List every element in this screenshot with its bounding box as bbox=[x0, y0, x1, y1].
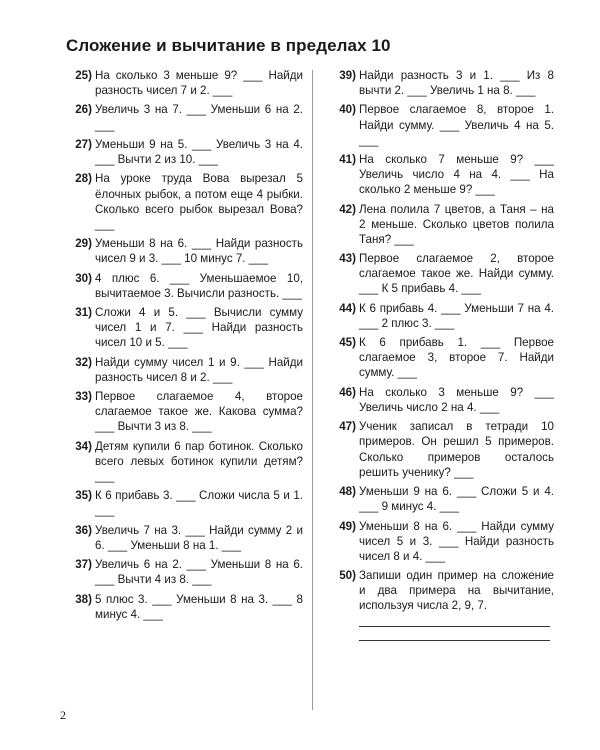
exercise-number: 50) bbox=[339, 569, 356, 583]
exercise-text: Найди разность 3 и 1. ___ Из 8 вычти 2. ___ Увеличь 1 на 8. ___ bbox=[359, 69, 554, 98]
exercise-number: 25) bbox=[75, 69, 92, 82]
exercise-text: 4 плюс 6. ___ Уменьшаемое 10, вычитаемое 3. Вычисли разность. ___ bbox=[95, 271, 303, 300]
exercise-text: Увеличь 7 на 3. ___ Найди сумму 2 и 6. ___ Уменьши 8 на 1. ___ bbox=[95, 523, 303, 552]
exercise-number: 32) bbox=[75, 355, 92, 369]
exercise-item bbox=[58, 137, 303, 167]
exercise-item bbox=[322, 335, 554, 380]
exercise-number: 47) bbox=[339, 420, 356, 434]
exercise-text: Первое слагаемое 8, второе 1. Найди сумму. ___ Увеличь 4 на 5. ___ bbox=[359, 103, 554, 147]
exercise-number: 49) bbox=[339, 519, 356, 533]
exercise-number: 39) bbox=[339, 69, 356, 82]
exercise-text: 5 плюс 3. ___ Уменьши 8 на 3. ___ 8 минус 4. ___ bbox=[95, 592, 303, 621]
answer-line[interactable] bbox=[359, 640, 550, 641]
exercise-text: Первое слагаемое 4, второе слагаемое такое же. Какова сумма? ___ Вычти 3 из 8. ___ bbox=[95, 390, 303, 434]
page-number: 2 bbox=[60, 708, 66, 722]
exercise-item bbox=[58, 102, 303, 132]
exercise-number: 48) bbox=[339, 485, 356, 499]
answer-line[interactable] bbox=[359, 626, 550, 627]
exercise-item bbox=[58, 557, 303, 587]
exercise-number: 26) bbox=[75, 103, 92, 117]
exercise-text: К 6 прибавь 1. ___ Первое слагаемое 3, второе 7. Найди сумму. ___ bbox=[359, 336, 554, 380]
exercise-number: 35) bbox=[75, 489, 92, 503]
exercise-number: 31) bbox=[75, 306, 92, 320]
exercise-item bbox=[322, 68, 554, 98]
exercise-item bbox=[58, 389, 303, 434]
exercise-text: Уменьши 9 на 6. ___ Сложи 5 и 4. ___ 9 минус 4. ___ bbox=[359, 485, 554, 514]
left-column bbox=[58, 68, 303, 626]
exercise-item bbox=[322, 419, 554, 479]
exercise-item bbox=[58, 592, 303, 622]
exercise-item bbox=[58, 68, 303, 98]
exercise-text: Уменьши 9 на 5. ___ Увеличь 3 на 4. ___ Вычти 2 из 10. ___ bbox=[95, 137, 303, 167]
exercise-number: 41) bbox=[339, 153, 356, 167]
exercise-item bbox=[322, 385, 554, 415]
exercise-item bbox=[58, 355, 303, 385]
exercise-item bbox=[322, 152, 554, 197]
exercise-text: Увеличь 3 на 7. ___ Уменьши 6 на 2. ___ bbox=[95, 103, 303, 132]
exercise-text: Увеличь 6 на 2. ___ Уменьши 8 на 6. ___ Вычти 4 из 8. ___ bbox=[95, 558, 303, 587]
exercise-item bbox=[58, 488, 303, 518]
exercise-item bbox=[322, 202, 554, 247]
exercise-number: 27) bbox=[75, 137, 92, 151]
exercise-text: На сколько 7 меньше 9? ___ Увеличь число 4 на 4. ___ На сколько 2 меньше 9? ___ bbox=[359, 153, 554, 197]
exercise-item bbox=[58, 523, 303, 553]
page-title: Сложение и вычитание в пределах 10 bbox=[66, 36, 391, 55]
exercise-number: 38) bbox=[75, 592, 92, 606]
exercise-text: Уменьши 8 на 6. ___ Найди разность чисел 9 и 3. ___ 10 минус 7. ___ bbox=[95, 237, 303, 266]
exercise-number: 29) bbox=[75, 237, 92, 251]
right-column bbox=[322, 68, 554, 646]
exercise-text: К 6 прибавь 4. ___ Уменьши 7 на 4. ___ 2 плюс 3. ___ bbox=[359, 301, 554, 330]
exercise-text: Ученик записал в тетради 10 примеров. Он решил 5 примеров. Сколько примеров осталось решить ученику? ___ bbox=[359, 420, 554, 479]
exercise-item bbox=[322, 251, 554, 296]
exercise-item bbox=[322, 301, 554, 331]
exercise-item bbox=[58, 236, 303, 266]
exercise-number: 37) bbox=[75, 558, 92, 572]
exercise-text: На сколько 3 меньше 9? ___ Увеличь число 2 на 4. ___ bbox=[359, 385, 554, 414]
exercise-text: На уроке труда Вова вырезал 5 ёлочных рыбок, а потом еще 4 рыбки. Сколько всего рыбок вырезал Вова? ___ bbox=[95, 172, 303, 231]
exercise-number: 44) bbox=[339, 301, 356, 315]
exercise-text: Найди сумму чисел 1 и 9. ___ Найди разность чисел 8 и 2. ___ bbox=[95, 355, 303, 384]
exercise-text: На сколько 3 меньше 9? ___ Найди разность чисел 7 и 2. ___ bbox=[95, 69, 303, 98]
exercise-number: 46) bbox=[339, 385, 356, 399]
exercise-number: 34) bbox=[75, 439, 92, 453]
exercise-number: 40) bbox=[339, 103, 356, 117]
exercise-text: Первое слагаемое 2, второе слагаемое такое же. Найди сумму. ___ К 5 прибавь 4. ___ bbox=[359, 252, 554, 296]
exercise-item bbox=[322, 568, 554, 641]
exercise-text: Уменьши 8 на 6. ___ Найди сумму чисел 5 и 3. ___ Найди разность чисел 8 и 4. ___ bbox=[359, 519, 554, 563]
exercise-item bbox=[322, 484, 554, 514]
exercise-item bbox=[58, 439, 303, 484]
exercise-item bbox=[58, 171, 303, 231]
exercise-item bbox=[322, 102, 554, 147]
exercise-text: Детям купили 6 пар ботинок. Сколько всего левых ботинок купили детям? ___ bbox=[95, 439, 303, 483]
exercise-item bbox=[322, 519, 554, 564]
exercise-text: Сложи 4 и 5. ___ Вычисли сумму чисел 1 и 7. ___ Найди разность чисел 10 и 5. ___ bbox=[95, 306, 303, 350]
column-divider bbox=[312, 70, 313, 710]
exercise-text: К 6 прибавь 3. ___ Сложи числа 5 и 1. ___ bbox=[95, 489, 303, 518]
exercise-item bbox=[58, 305, 303, 350]
exercise-text: Лена полила 7 цветов, а Таня – на 2 меньше. Сколько цветов полила Таня? ___ bbox=[359, 202, 554, 246]
exercise-number: 42) bbox=[339, 202, 356, 216]
exercise-item bbox=[58, 271, 303, 301]
exercise-number: 43) bbox=[339, 252, 356, 266]
exercise-number: 30) bbox=[75, 271, 92, 285]
exercise-number: 45) bbox=[339, 336, 356, 350]
exercise-number: 36) bbox=[75, 523, 92, 537]
exercise-number: 28) bbox=[75, 172, 92, 186]
exercise-text: Запиши один пример на сложение и два примера на вычитание, используя числа 2, 9, 7. bbox=[359, 569, 554, 613]
exercise-number: 33) bbox=[75, 390, 92, 404]
